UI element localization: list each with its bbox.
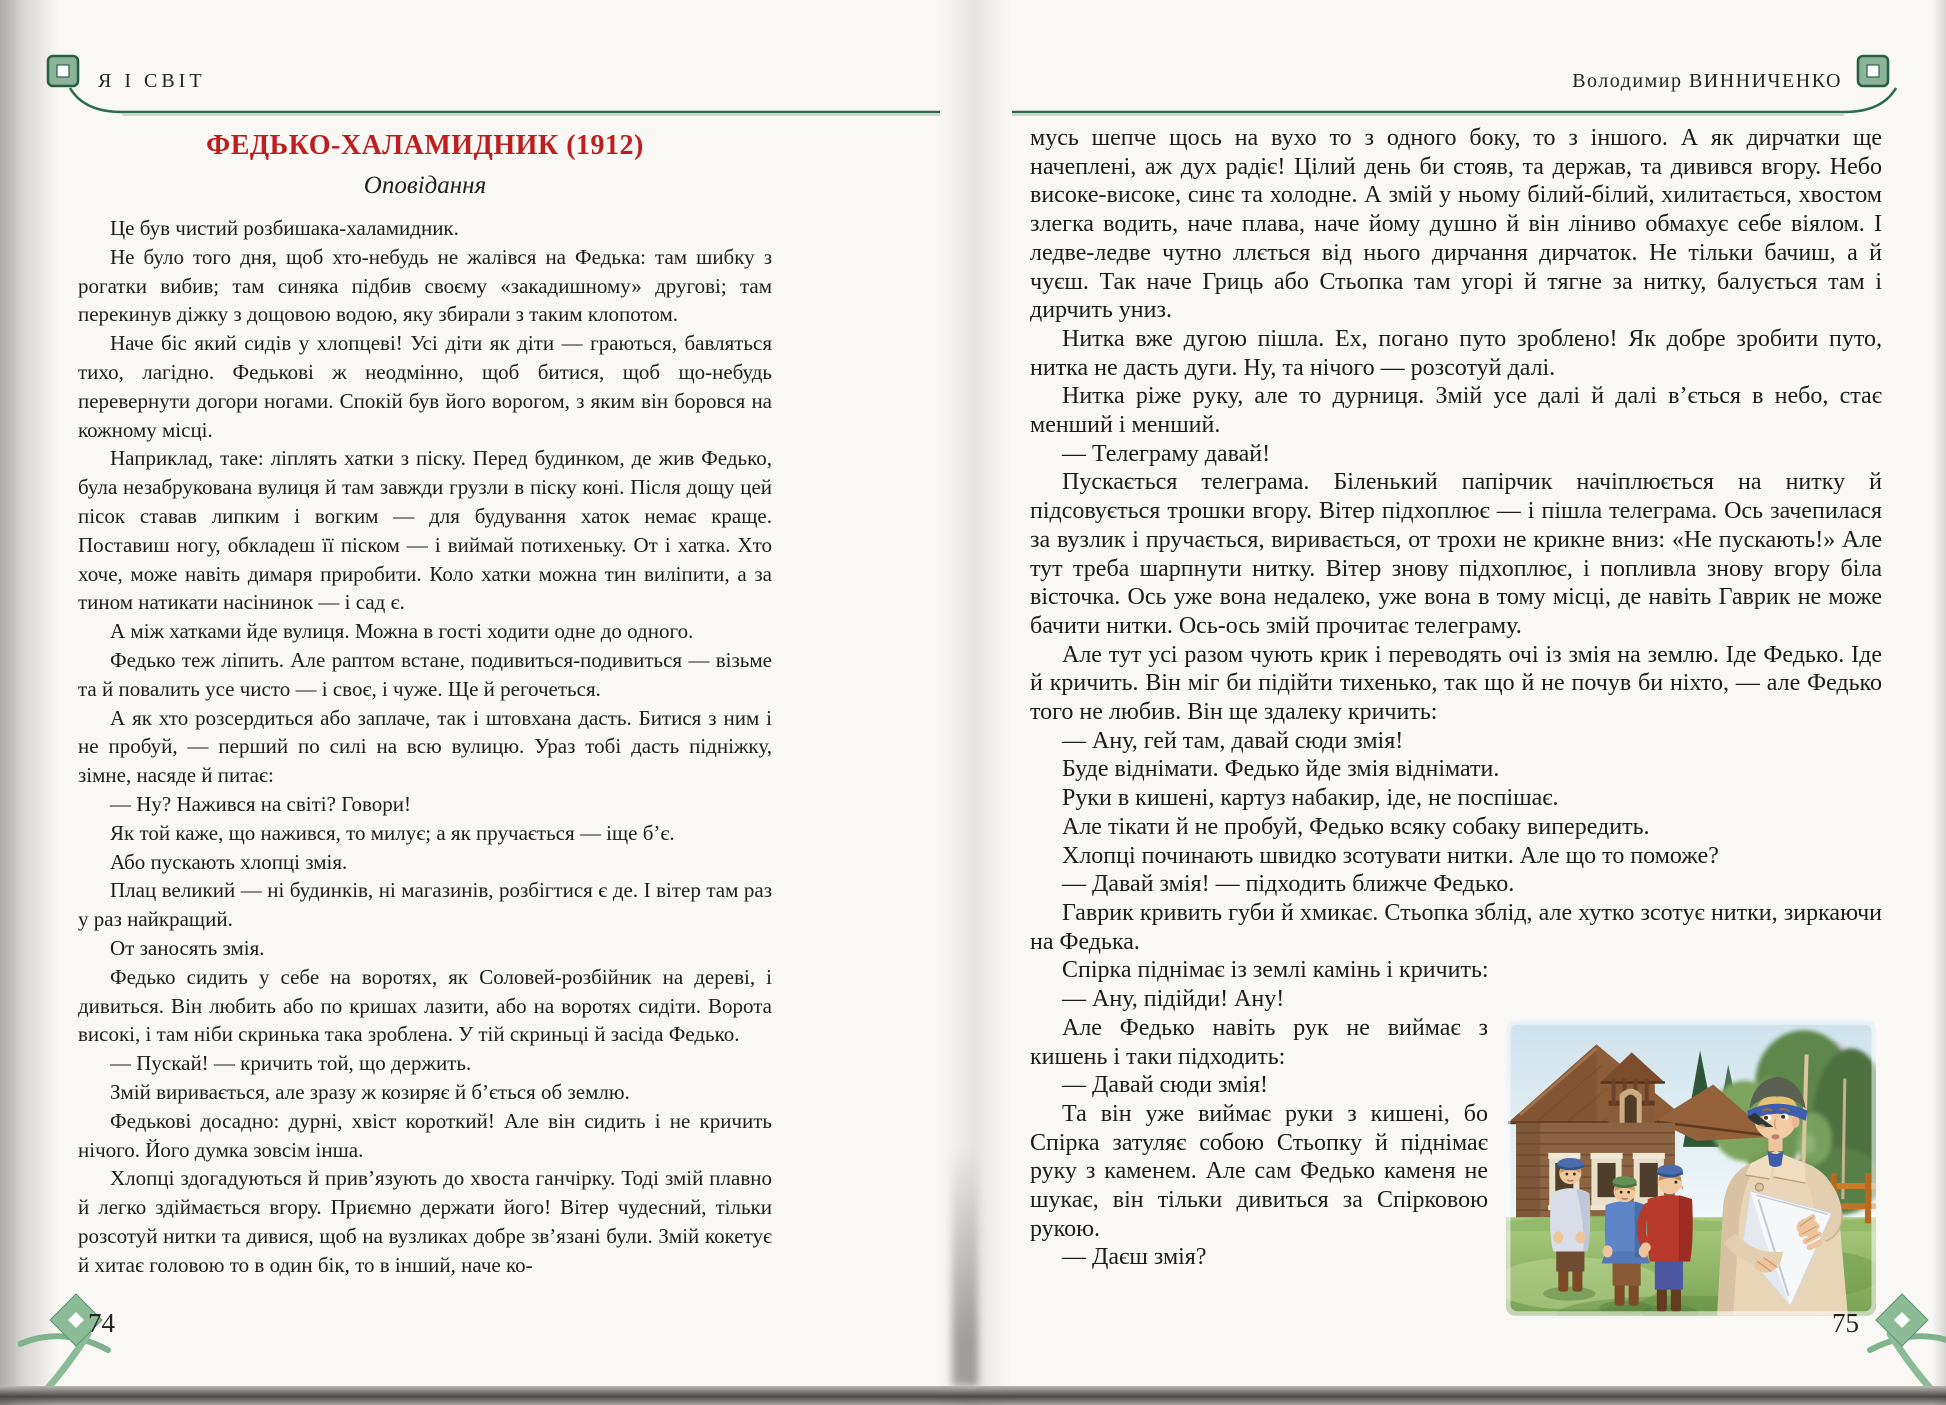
paragraph: — Давай сюди змія! bbox=[1062, 1072, 1268, 1099]
paragraph: Як той каже, що нажився, то милує; а як пручається — іще б’є. bbox=[110, 820, 675, 845]
paragraph: Плац великий — ні будинків, ні магазинів, розбігтися є де. І вітер там раз у раз найкращий. bbox=[78, 878, 772, 932]
page-number-left: 74 bbox=[88, 1308, 115, 1338]
paragraph: А між хатками йде вулиця. Можна в гості ходити одне до одного. bbox=[110, 619, 694, 644]
paragraph: — Ану, гей там, давай сюди змія! bbox=[1062, 727, 1404, 754]
page-ornament-right bbox=[1864, 1292, 1946, 1392]
page-number-right: 75 bbox=[1832, 1308, 1859, 1338]
paragraph: Змій виривається, але зразу ж козиряє й б’ється об землю. bbox=[110, 1079, 630, 1104]
paragraph: — Ану, підійди! Ану! bbox=[1062, 986, 1285, 1013]
paragraph: Федькові досадно: дурні, хвіст короткий! Але він сидить і не кричить нічого. Його думка зовсім інша. bbox=[78, 1108, 772, 1162]
story-illustration bbox=[1506, 1020, 1876, 1316]
paragraph: Буде віднімати. Федько йде змія віднімати. bbox=[1062, 756, 1500, 783]
paragraph: Гаврик кривить губи й хмикає. Стьопка зблід, але хутко зсотує нитки, зиркаючи на Федька. bbox=[1030, 899, 1882, 955]
paragraph: — Ну? Нажився на світі? Говори! bbox=[110, 791, 412, 816]
paragraph: Пускається телеграма. Біленький папірчик начіплюється на нитку й підсовується трошки вгору. Вітер підхоплює — і пішла телеграма. Ось зачепилася за вузлик і пручається, виривається, от трохи не крикне вниз: «Не пускають!» Але тут треба шарпнути нитку. Вітер знову підхоплює, і попливла знову вгору біла вісточка. Ось уже вона недалеко, уже вона в тому місці, де навіть Гаврик не може бачити нитки. Ось-ось змій прочитає телеграму. bbox=[1030, 469, 1882, 639]
paragraph: Але тут усі разом чують крик і переводять очі із змія на землю. Іде Федько. Іде й кричить. Він міг би підійти тихенько, так що й не почув би ніхто, — але Федько того не любив. Він ще здалеку кричить: bbox=[1030, 641, 1882, 726]
paragraph: мусь шепче щось на вухо то з одного боку, то з іншого. А як дирчатки ще начеплені, аж дух радіє! Цілий день би стояв, та держав, та дивився вгору. Небо високе-високе, синє та холодне. А змій у ньому білий-білий, хилитається, хвостом злегка водить, наче плава, наче йому душно й він ліниво обмахує себе віялом. І ледве-ледве чутно ллється від нього дирчання дирчаток. Не тільки бачиш, а й чуєш. Так наче Гриць або Стьопка там угорі й тягне за нитку, балується там і дирчить униз. bbox=[1030, 125, 1882, 324]
scan-edge-left bbox=[0, 0, 58, 1405]
right-running-head: Володимир ВИННИЧЕНКО bbox=[1572, 70, 1842, 92]
paragraph: Та він уже виймає руки з кишені, бо Спірка затуляє собою Стьопку й піднімає руку з каменем. Але сам Федько каменя не шукає, він тільки дивиться за Спірковою рукою. bbox=[1030, 1100, 1488, 1242]
paragraph: Спірка піднімає із землі камінь і кричить: bbox=[1062, 957, 1489, 984]
paragraph: — Давай змія! — підходить ближче Федько. bbox=[1062, 871, 1515, 898]
paragraph: — Пускай! — кричить той, що держить. bbox=[110, 1051, 472, 1076]
page-gutter-smudge bbox=[952, 1150, 978, 1386]
paragraph: Федько сидить у себе на воротях, як Соловей-розбійник на дереві, і дивиться. Він любить або по кришах лазити, або на воротях сидіти. Ворота високі, і там ніби скринька така зроблена. У тій скриньці й засіда Федько. bbox=[78, 964, 772, 1047]
paragraph: Федько теж ліпить. Але раптом встане, подивиться-подивиться — візьме та й повалить усе чисто — і своє, і чуже. Ще й регочеться. bbox=[78, 647, 772, 701]
paragraph: — Даєш змія? bbox=[1062, 1244, 1207, 1271]
paragraph: Або пускають хлопці змія. bbox=[110, 849, 348, 874]
page-ornament-left bbox=[18, 1292, 114, 1392]
paragraph: Хлопці здогадуються й прив’язують до хвоста ганчірку. Тоді змій плавно й легко здіймається вгору. Приємно держати його! Вітер чудесний, тільки розсотуй нитки та дивися, щоб на вузликах добре зв’язані були. Змій кокетує й хитає головою то в один бік, то в інший, наче ко- bbox=[78, 1166, 772, 1277]
scan-edge-right bbox=[1932, 0, 1946, 1405]
paragraph: Але тікати й не пробуй, Федько всяку собаку випередить. bbox=[1062, 813, 1650, 840]
left-header-rule bbox=[60, 80, 944, 120]
paragraph: От заносять змія. bbox=[110, 935, 265, 960]
paragraph: А як хто розсердиться або заплаче, так і штовхана дасть. Битися з ним і не пробуй, — перший по силі на всю вулицю. Ураз тобі дасть підніжку, зімне, насяде й питає: bbox=[78, 705, 772, 788]
left-page-text bbox=[78, 214, 772, 1279]
story-genre: Оповідання bbox=[363, 172, 487, 199]
story-title: ФЕДЬКО-ХАЛАМИДНИК (1912) bbox=[206, 130, 644, 161]
paragraph: Наче біс який сидів у хлопцеві! Усі діти як діти — граються, бавляться тихо, лагідно. Федькові ж неодмінно, щоб битися, щоб що-небудь перевернути догори ногами. Спокій був його ворогом, з яким він боровся на кожному місці. bbox=[78, 331, 772, 442]
paragraph: — Телеграму давай! bbox=[1062, 440, 1271, 467]
paragraph: Нитка ріже руку, але то дурниця. Змій усе далі й далі в’ється в небо, стає менший і менший. bbox=[1030, 383, 1882, 439]
left-running-head: Я І СВІТ bbox=[98, 70, 206, 92]
paragraph: Руки в кишені, картуз набакир, іде, не поспішає. bbox=[1062, 785, 1559, 812]
paragraph: Наприклад, таке: ліплять хатки з піску. Перед будинком, де жив Федько, була незабрукована вулиця й там завжди грузли в піску коні. Після дощу цей пісок ставав липким і вогким — для будування хаток немає краще. Поставиш ногу, обкладеш її піском — і виймай потихеньку. От і хатка. Хто хоче, може навіть димаря приробити. Коло хатки можна тин виліпити, а за тином натикати насінинок — і сад є. bbox=[78, 446, 772, 615]
paragraph: Це був чистий розбишака-халамидник. bbox=[110, 216, 459, 240]
paragraph: Не було того дня, щоб хто-небудь не жалівся на Федька: там шибку з рогатки вибив; там синяка підбив своєму «закадишному» другові; там перекинув діжку з дощовою водою, яку збирали з таким клопотом. bbox=[78, 244, 772, 327]
scan-edge-bottom bbox=[0, 1386, 1946, 1405]
paragraph: Нитка вже дугою пішла. Ех, погано путо зроблено! Як добре зробити путо, нитка не дасть дуги. Ну, та нічого — розсотуй далі. bbox=[1030, 325, 1882, 381]
right-header-rule bbox=[1006, 80, 1906, 120]
paragraph: Хлопці починають швидко зсотувати нитки. Але що то поможе? bbox=[1062, 842, 1719, 869]
paragraph: Але Федько навіть рук не виймає з кишень і таки підходить: bbox=[1030, 1014, 1488, 1070]
